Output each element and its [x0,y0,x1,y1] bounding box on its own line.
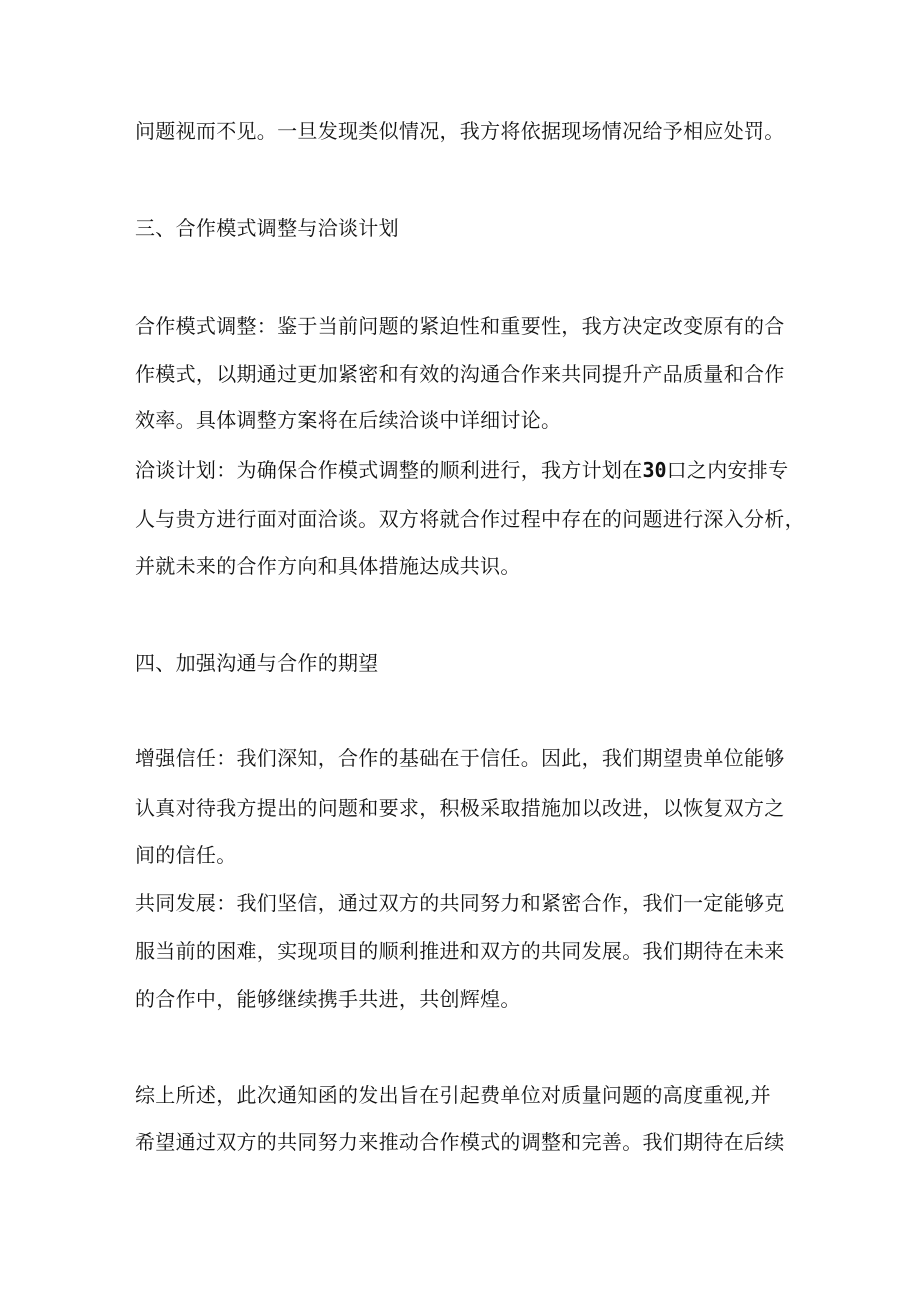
section3-para2-line1 [135,455,795,485]
conclusion-line2: 希望通过双方的共同努力来推动合作模式的调整和完善。我们期待在后续 [135,1130,785,1154]
section4-para2-line3: 的合作中，能够继续携手共进，共创辉煌。 [135,987,521,1011]
section3-para2-line2: 人与贵方进行面对面洽谈。双方将就合作过程中存在的问题进行深入分析， [135,507,805,531]
section3-heading: 三、合作模式调整与洽谈计划 [135,216,399,240]
para2-line1-before: 洽谈计划：为确保合作模式调整的顺利进行，我方计划在 [135,458,643,482]
section4-para2-line1: 共同发展：我们坚信，通过双方的共同努力和紧密合作，我们一定能够克 [135,891,785,915]
section4-para1-line1: 增强信任：我们深知，合作的基础在于信任。因此，我们期望贵单位能够 [135,746,785,770]
section4-para1-line2: 认真对待我方提出的问题和要求，积极采取措施加以改进，以恢复双方之 [135,796,785,820]
intro-tail-line: 问题视而不见。一旦发现类似情况，我方将依据现场情况给予相应处罚。 [135,119,785,143]
section4-para2-line2: 服当前的困难，实现项目的顺利推进和双方的共同发展。我们期待在未来 [135,939,785,963]
section3-para1-line3: 效率。具体调整方案将在后续洽谈中详细讨论。 [135,408,562,432]
section4-para1-line3: 间的信任。 [135,843,237,867]
conclusion-line1: 综上所述，此次通知函的发出旨在引起费单位对质量问题的高度重视,并 [135,1083,771,1107]
section3-para1-line2: 作模式，以期通过更加紧密和有效的沟通合作来共同提升产品质量和合作 [135,362,785,386]
section4-heading: 四、加强沟通与合作的期望 [135,651,379,675]
para2-line1-after: 口之内安排专 [666,458,789,482]
section3-para1-line1: 合作模式调整：鉴于当前问题的紧迫性和重要性，我方决定改变原有的合 [135,314,785,338]
para2-line1-number: 30 [642,458,667,482]
section3-para2-line3: 并就未来的合作方向和具体措施达成共识。 [135,554,521,578]
